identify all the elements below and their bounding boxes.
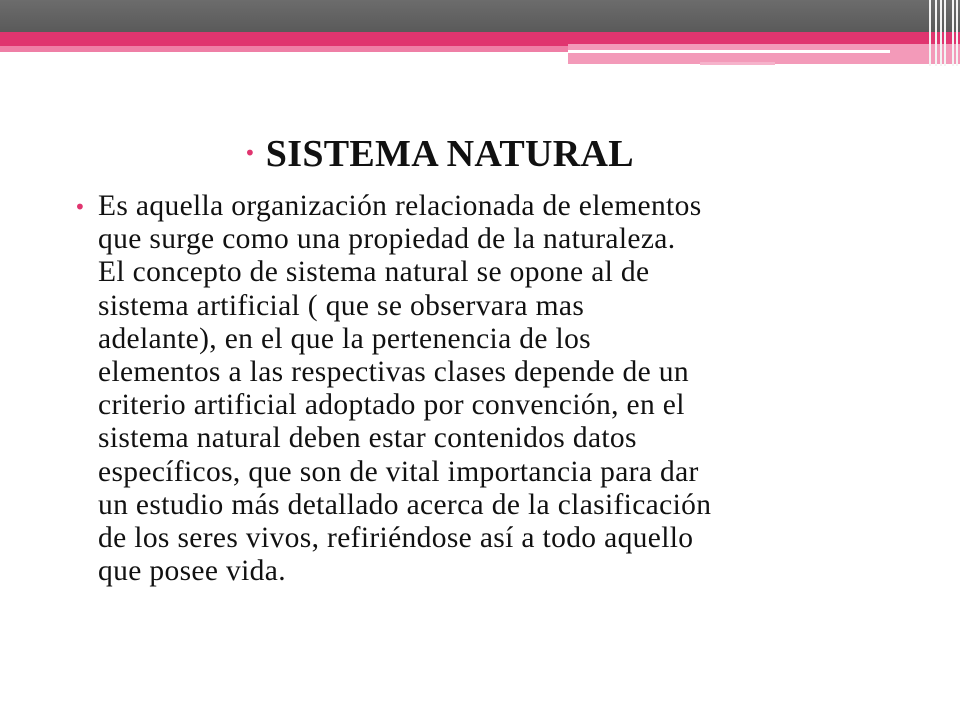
- slide-title: SISTEMA NATURAL: [265, 133, 634, 175]
- body-line: El concepto de sistema natural se opone al de: [98, 256, 650, 289]
- body-line: que surge como una propiedad de la naturaleza.: [98, 223, 676, 256]
- title-bullet: •: [244, 141, 256, 165]
- body-line: adelante), en el que la pertenencia de los: [98, 322, 592, 355]
- header-gray-band: [0, 0, 960, 32]
- body-paragraph: [98, 190, 711, 588]
- body-line: criterio artificial adoptado por convención, en el: [98, 389, 685, 422]
- header-pink-thin-line: [700, 62, 775, 65]
- body-line: sistema natural deben estar contenidos datos: [98, 422, 637, 455]
- body-line: sistema artificial ( que se observara mas: [98, 289, 585, 322]
- body-line: específicos, que son de vital importancia para dar: [98, 455, 699, 488]
- body-line: que posee vida.: [98, 555, 286, 588]
- header-pink-accent: [568, 44, 960, 64]
- body-line: de los seres vivos, refiriéndose así a todo aquello: [98, 522, 694, 555]
- body-bullet: •: [74, 195, 86, 219]
- body-line: un estudio más detallado acerca de la clasificación: [98, 488, 712, 521]
- header-vertical-stripes: [925, 0, 960, 66]
- header-pink-underline: [0, 46, 575, 52]
- title-row: [244, 132, 634, 176]
- body-bullet-item: [74, 190, 910, 588]
- header-white-divider: [568, 50, 890, 53]
- body-line: elementos a las respectivas clases depende de un: [98, 356, 689, 389]
- body-line: Es aquella organización relacionada de elementos: [98, 190, 702, 222]
